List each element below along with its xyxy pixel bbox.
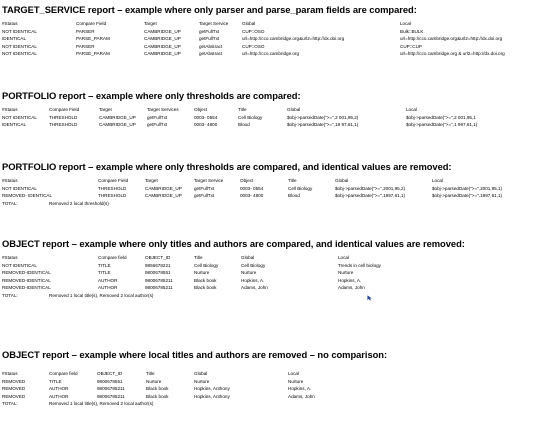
table-cell: 0003- 0554 bbox=[240, 185, 264, 191]
table-cell: CAMBRIDGE_UP bbox=[99, 114, 136, 120]
column-header: #Status bbox=[2, 107, 18, 112]
table-cell: Nurture bbox=[288, 378, 304, 384]
table-cell: $obj->parsedDate(">=",2 001,95,2) bbox=[287, 114, 359, 120]
table-cell: THRESHOLD bbox=[98, 185, 127, 191]
table-cell: Nurture bbox=[338, 270, 354, 276]
table-cell: 0003- 4800 bbox=[194, 122, 218, 128]
column-header: Compare Field bbox=[98, 178, 129, 183]
table-cell: Hopkins, A. bbox=[338, 277, 362, 283]
table-cell: AUTHOR bbox=[98, 277, 118, 283]
table-cell: CAMBRIDGE_UP bbox=[99, 122, 136, 128]
table-cell: CAMBRIDGE_UP bbox=[144, 28, 181, 34]
table-cell: NOT IDENTICAL bbox=[2, 185, 37, 191]
table-cell: TITLE bbox=[98, 270, 111, 276]
total-row bbox=[2, 200, 536, 208]
column-header: Local bbox=[288, 371, 299, 376]
table-cell: $obj->parsedDate(">=",2 001,95,1 bbox=[406, 114, 476, 120]
column-header: Target Service bbox=[199, 21, 229, 26]
table-cell: REMOVED-IDENTICAL bbox=[2, 285, 51, 291]
table-cell: $obj->parsedDate(">=",1997,61,1) bbox=[335, 193, 406, 199]
column-header: Target Services bbox=[147, 107, 179, 112]
column-header: Compare field bbox=[98, 255, 127, 260]
table-cell: url=http://cco.cambridge.org & url2=http://dx.doi.org bbox=[400, 51, 505, 57]
table-cell: getFullTxt bbox=[194, 193, 215, 199]
table-row bbox=[2, 277, 536, 285]
table-cell: $obj->parsedDate(">=",1997,61,1) bbox=[432, 193, 503, 199]
table-cell: PARSE_PARAM bbox=[76, 51, 110, 57]
table-cell: url=http://cco.cambridge.org&url2=http://dx.doi.org bbox=[400, 36, 503, 42]
table-cell: url=http://cco.cambridge.org&url2=http://dx.doi.org bbox=[242, 36, 345, 42]
table-cell: CAMBRIDGE_UP bbox=[144, 43, 181, 49]
table-cell: Nurture bbox=[194, 270, 210, 276]
table-row bbox=[2, 269, 536, 277]
table-cell: NOT IDENTICAL bbox=[2, 28, 37, 34]
table-header bbox=[2, 106, 536, 114]
table-cell: Black book bbox=[194, 285, 217, 291]
table-cell: PARSER bbox=[76, 43, 95, 49]
table-cell: REMOVED- IDENTICAL bbox=[2, 193, 53, 199]
table-row bbox=[2, 262, 536, 270]
table-row bbox=[2, 378, 536, 386]
table-cell: CAMBRIDGE_UP bbox=[145, 193, 182, 199]
table-cell: Black book bbox=[194, 277, 217, 283]
table-cell: Black book bbox=[146, 393, 169, 399]
table-cell: 9856678221 bbox=[145, 262, 171, 268]
section-heading: OBJECT report – example where only titles and authors are compared, and identical values are removed: bbox=[2, 238, 465, 249]
table-row bbox=[2, 192, 536, 200]
table-cell: Adams, John bbox=[338, 285, 365, 291]
table-row bbox=[2, 121, 536, 129]
table-cell: getFullTxt bbox=[199, 28, 220, 34]
table-cell: getFullTxt bbox=[147, 114, 168, 120]
table-cell: 98006785211 bbox=[145, 277, 173, 283]
column-header: Title bbox=[238, 107, 247, 112]
table-cell: Blood bbox=[288, 193, 300, 199]
column-header: Target bbox=[144, 21, 157, 26]
table-row bbox=[2, 385, 536, 393]
table-cell: Cell Biology bbox=[238, 114, 263, 120]
column-header: OBJECT_ID bbox=[97, 371, 123, 376]
report-table bbox=[2, 106, 536, 129]
table-cell: AUTHOR bbox=[49, 386, 69, 392]
total-label: TOTAL: bbox=[2, 401, 18, 407]
table-cell: NOT IDENTICAL bbox=[2, 51, 37, 57]
table-cell: 98006785211 bbox=[145, 285, 173, 291]
table-cell: $obj->parsedDate(">=",1 997,61,1) bbox=[406, 122, 478, 128]
table-cell: REMOVED bbox=[2, 378, 26, 384]
report-table bbox=[2, 370, 536, 408]
table-cell: Cell Biology bbox=[194, 262, 219, 268]
table-cell: THRESHOLD bbox=[49, 122, 78, 128]
total-text: Removed 1 local title(s), Removed 2 local author(s) bbox=[49, 292, 154, 298]
section-heading: PORTFOLIO report – example where only thresholds are compared, and identical values are removed: bbox=[2, 161, 452, 172]
table-cell: AUTHOR bbox=[49, 393, 69, 399]
column-header: Target bbox=[99, 107, 112, 112]
column-header: Global bbox=[335, 178, 349, 183]
column-header: #Status bbox=[2, 255, 18, 260]
table-row bbox=[2, 185, 536, 193]
table-cell: CAMBRIDGE_UP bbox=[144, 36, 181, 42]
table-cell: 98006785211 bbox=[97, 393, 125, 399]
object-report-removed bbox=[2, 349, 536, 425]
table-cell: getFullTxt bbox=[199, 36, 220, 42]
table-cell: Trends in cell biology bbox=[338, 262, 381, 268]
table-cell: url=http://cco.cambridge.org bbox=[242, 51, 300, 57]
portfolio-report bbox=[2, 90, 536, 150]
column-header: #Status bbox=[2, 178, 18, 183]
section-heading: OBJECT report – example where local titles and authors are removed – no comparison: bbox=[2, 349, 388, 360]
table-row bbox=[2, 114, 536, 122]
table-cell: getFullTxt bbox=[147, 122, 168, 128]
table-cell: AUTHOR bbox=[98, 285, 118, 291]
table-cell: $obj->parsedDate(">=",19 97,61,1) bbox=[287, 122, 359, 128]
table-cell: PARSE_PARAM bbox=[76, 36, 110, 42]
table-cell: Black book bbox=[146, 386, 169, 392]
column-header: Global bbox=[242, 21, 256, 26]
column-header: Global bbox=[241, 255, 255, 260]
table-cell: THRESHOLD bbox=[49, 114, 78, 120]
table-cell: Nurture bbox=[194, 378, 210, 384]
table-cell: TITLE bbox=[98, 262, 111, 268]
table-cell: CUP::OSO bbox=[242, 28, 265, 34]
table-cell: 0003- 0554 bbox=[194, 114, 218, 120]
table-cell: REMOVED bbox=[2, 393, 26, 399]
table-cell: IDENTICAL bbox=[2, 36, 26, 42]
table-header bbox=[2, 177, 536, 185]
report-table bbox=[2, 177, 536, 207]
column-header: Target bbox=[145, 178, 158, 183]
column-header: Object bbox=[194, 107, 208, 112]
table-row bbox=[2, 35, 536, 43]
table-cell: 98006785211 bbox=[97, 386, 125, 392]
table-cell: getFullTxt bbox=[194, 185, 215, 191]
table-cell: getAbstract bbox=[199, 51, 223, 57]
column-header: Title bbox=[288, 178, 297, 183]
column-header: Local bbox=[400, 21, 411, 26]
table-row bbox=[2, 284, 536, 292]
object-report-compared bbox=[2, 238, 536, 328]
column-header: OBJECT_ID bbox=[145, 255, 171, 260]
table-cell: CUP::CUP bbox=[400, 43, 422, 49]
column-header: #Status bbox=[2, 371, 18, 376]
column-header: Title bbox=[146, 371, 155, 376]
table-cell: Bulk::BULK bbox=[400, 28, 424, 34]
table-cell: $obj->parsedDate(">=",2001,95,2) bbox=[335, 185, 406, 191]
total-text: Removed 1 local title(s), Removed 2 local author(s) bbox=[49, 401, 154, 407]
table-cell: CAMBRIDGE_UP bbox=[144, 51, 181, 57]
table-cell: Hopkins, Anthony bbox=[194, 393, 230, 399]
column-header: Compare field bbox=[49, 371, 78, 376]
table-cell: Blood bbox=[238, 122, 250, 128]
table-cell: 9800678551 bbox=[145, 270, 171, 276]
table-cell: NOT IDENTICAL bbox=[2, 114, 37, 120]
table-cell: REMOVED bbox=[2, 386, 26, 392]
table-row bbox=[2, 43, 536, 51]
table-cell: Cell Biology bbox=[288, 185, 313, 191]
table-cell: Adams, John bbox=[288, 393, 315, 399]
total-label: TOTAL: bbox=[2, 292, 18, 298]
table-cell: NOT IDENTICAL bbox=[2, 262, 37, 268]
column-header: Compare Field bbox=[49, 107, 80, 112]
table-cell: Cell Biology bbox=[241, 262, 266, 268]
table-cell: Hopkins, A. bbox=[288, 386, 312, 392]
column-header: #Status bbox=[2, 21, 18, 26]
section-heading: TARGET_SERVICE report – example where only parser and parse_param fields are compared: bbox=[2, 4, 417, 15]
column-header: Title bbox=[194, 255, 203, 260]
table-cell: PARSER bbox=[76, 28, 95, 34]
table-header bbox=[2, 254, 536, 262]
table-cell: REMOVED-IDENTICAL bbox=[2, 270, 51, 276]
table-cell: CAMBRIDGE_UP bbox=[145, 185, 182, 191]
portfolio-report-identical-removed bbox=[2, 161, 536, 231]
table-header bbox=[2, 20, 536, 28]
column-header: Object bbox=[240, 178, 254, 183]
table-row bbox=[2, 28, 536, 36]
table-cell: 9800678551 bbox=[97, 378, 123, 384]
total-row bbox=[2, 400, 536, 408]
table-header bbox=[2, 370, 536, 378]
table-cell: NOT IDENTICAL bbox=[2, 43, 37, 49]
column-header: Compare Field bbox=[76, 21, 107, 26]
table-cell: IDENTICAL bbox=[2, 122, 26, 128]
table-cell: Adams, John bbox=[241, 285, 268, 291]
column-header: Local bbox=[432, 178, 443, 183]
table-cell: REMOVED-IDENTICAL bbox=[2, 277, 51, 283]
table-row bbox=[2, 50, 536, 58]
column-header: Global bbox=[194, 371, 208, 376]
column-header: Target Service bbox=[194, 178, 224, 183]
report-table bbox=[2, 20, 536, 58]
table-cell: Hopkins, Anthony bbox=[194, 386, 230, 392]
table-row bbox=[2, 393, 536, 401]
mouse-cursor-icon bbox=[367, 295, 373, 301]
table-cell: Nurture bbox=[241, 270, 257, 276]
table-cell: Nurture bbox=[146, 378, 162, 384]
column-header: Global bbox=[287, 107, 301, 112]
table-cell: Hopkins, A. bbox=[241, 277, 265, 283]
column-header: Local bbox=[406, 107, 417, 112]
total-text: Removed 2 local threshold(s) bbox=[49, 200, 109, 206]
section-heading: PORTFOLIO report – example where only thresholds are compared: bbox=[2, 90, 301, 101]
table-cell: TITLE bbox=[49, 378, 62, 384]
column-header: Local bbox=[338, 255, 349, 260]
total-row bbox=[2, 292, 536, 300]
table-cell: THRESHOLD bbox=[98, 193, 127, 199]
table-cell: CUP::OSO bbox=[242, 43, 265, 49]
total-label: TOTAL: bbox=[2, 200, 18, 206]
report-table bbox=[2, 254, 536, 300]
target-service-report bbox=[2, 4, 536, 82]
table-cell: 0003- 4800 bbox=[240, 193, 264, 199]
table-cell: getAbstract bbox=[199, 43, 223, 49]
table-cell: $obj->parsedDate(">=",2001,95,1) bbox=[432, 185, 503, 191]
